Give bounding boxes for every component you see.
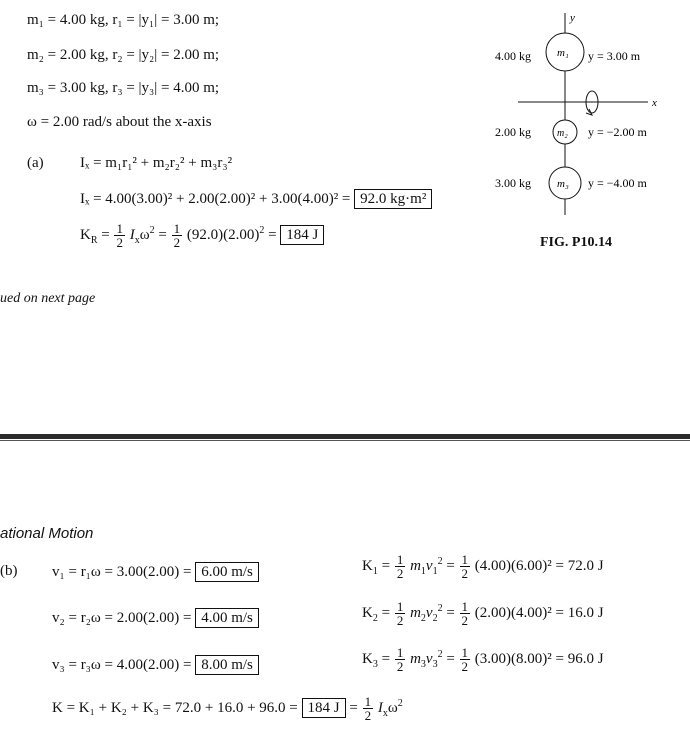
- axis-y-label: y: [570, 12, 575, 24]
- part-b-k1-tail: (4.00)(6.00)² = 72.0 J: [474, 557, 604, 574]
- part-b-ktotal: K = K₁ + K₂ + K₃ = 72.0 + 16.0 + 96.0 = 184 J = $\frac{1}{2}$ $I_x\omega^2$: [52, 694, 403, 723]
- part-a-eq3-k: K: [80, 226, 91, 243]
- part-a-eq1: Iₓ = m₁r₁² + m₂r₂² + m₃r₃²: [80, 155, 233, 171]
- part-b-ktotal-box: 184 J: [302, 698, 346, 718]
- part-b-v2-lhs: v₂ = r₂ω = 2.00(2.00) =: [52, 610, 192, 626]
- part-b-v1-lhs: v₁ = r₁ω = 3.00(2.00) =: [52, 564, 192, 580]
- part-b-k3: $K_3$ = $\frac{1}{2}$ $m_3v_3^2$ = $\frac{1}{2}$ (3.00)(8.00)² = 96.0 J: [362, 645, 604, 674]
- mass-3-position: y = −4.00 m: [588, 176, 647, 190]
- part-a-eq3: $K_R$ = $\frac{1}{2}$ $I_x\omega^2$ = $\frac{1}{2}$ $(92.0)(2.00)^2 = 184$ J: [80, 222, 324, 249]
- part-b-v3: [52, 655, 259, 675]
- mass-1-label: 4.00 kg: [495, 49, 531, 63]
- part-b-v3-lhs: v₃ = r₃ω = 4.00(2.00) =: [52, 657, 192, 673]
- given-line-1: m₁ = 4.00 kg, r₁ = |y₁| = 3.00 m;: [27, 12, 220, 28]
- given-line-3: m₃ = 3.00 kg, r₃ = |y₃| = 4.00 m;: [27, 80, 220, 96]
- figure-p10-14: [490, 5, 680, 250]
- mass-3-label: 3.00 kg: [495, 176, 531, 190]
- part-b-v3-box: 8.00 m/s: [195, 655, 259, 675]
- part-b-ktotal-lhs: K = K₁ + K₂ + K₃ = 72.0 + 16.0 + 96.0 =: [52, 699, 298, 716]
- part-a-eq3-sub: R: [90, 234, 98, 246]
- mass-2-label: 2.00 kg: [495, 125, 531, 139]
- part-b-v1-box: 6.00 m/s: [195, 562, 259, 582]
- part-a-eq3-result-box: 184 J: [280, 225, 324, 245]
- given-line-2: m₂ = 2.00 kg, r₂ = |y₂| = 2.00 m;: [27, 47, 220, 63]
- part-a-label: (a): [27, 155, 44, 171]
- continued-note: ued on next page: [0, 291, 96, 306]
- mass-2-name: m₂: [557, 128, 568, 139]
- part-b-k1: $K_1$ = $\frac{1}{2}$ $m_1v_1^2$ = $\frac{1}{2}$ (4.00)(6.00)² = 72.0 J: [362, 552, 604, 581]
- figure-caption: FIG. P10.14: [540, 235, 612, 250]
- part-b-v2-box: 4.00 m/s: [195, 608, 259, 628]
- mass-2-position: y = −2.00 m: [588, 125, 647, 139]
- part-b-v1: [52, 562, 259, 582]
- part-b-k2: $K_2$ = $\frac{1}{2}$ $m_2v_2^2$ = $\frac{1}{2}$ (2.00)(4.00)² = 16.0 J: [362, 599, 604, 628]
- part-b-label: (b): [0, 563, 18, 579]
- part-a-eq2: [80, 189, 432, 209]
- page-divider-thin: [0, 440, 690, 441]
- page-divider: [0, 434, 690, 439]
- part-b-k2-tail: (2.00)(4.00)² = 16.0 J: [474, 604, 604, 621]
- part-b-v2: [52, 608, 259, 628]
- axis-x-label: x: [652, 97, 657, 109]
- mass-1-name: m₁: [557, 47, 569, 59]
- mass-1-position: y = 3.00 m: [588, 49, 641, 63]
- part-a-eq2-result-box: 92.0 kg·m²: [354, 189, 432, 209]
- mass-3-name: m₃: [557, 178, 569, 190]
- part-b-k3-tail: (3.00)(8.00)² = 96.0 J: [474, 650, 604, 667]
- given-line-4: ω = 2.00 rad/s about the x-axis: [27, 114, 212, 130]
- part-a-eq2-lhs: Iₓ = 4.00(3.00)² + 2.00(2.00)² + 3.00(4.00)² =: [80, 191, 351, 207]
- figure-diagram: [490, 5, 680, 235]
- section-header: ational Motion: [0, 525, 94, 542]
